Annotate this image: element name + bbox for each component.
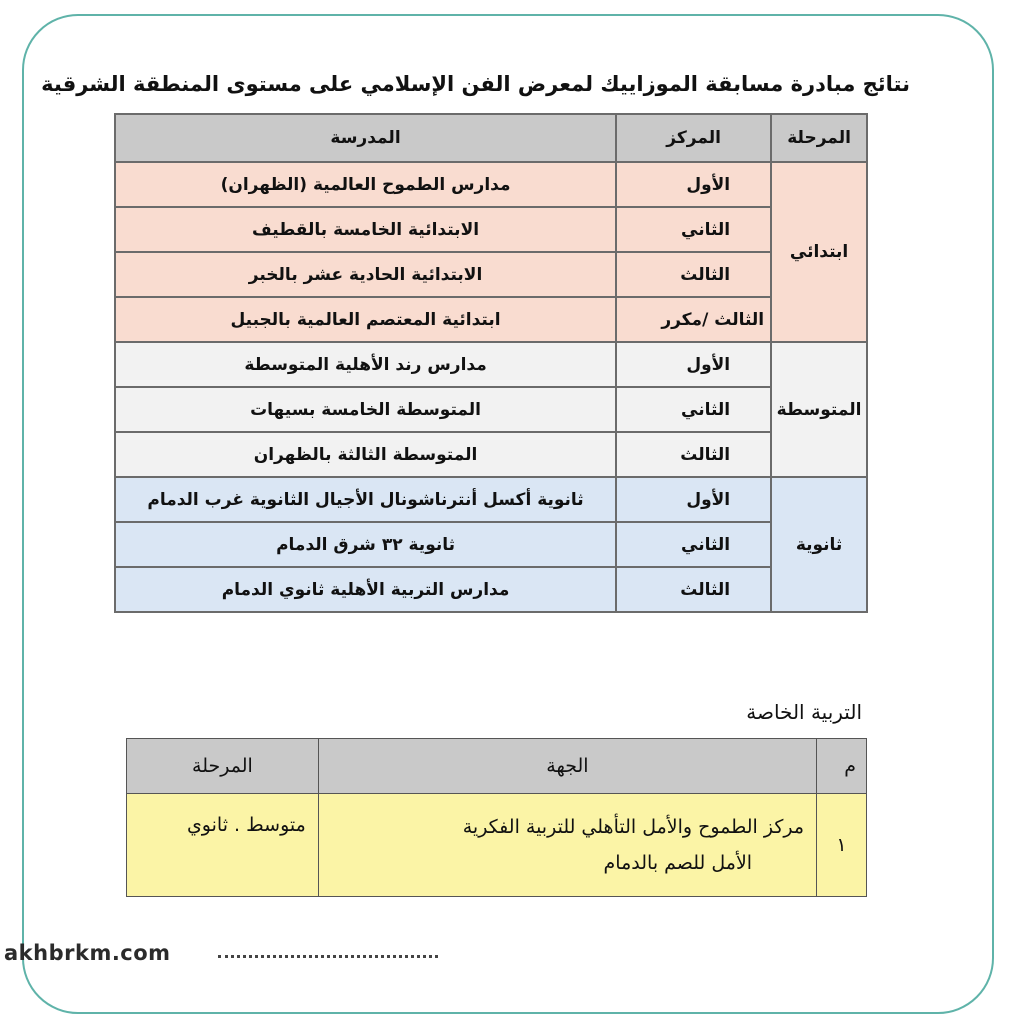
row-number: ١ bbox=[817, 794, 867, 897]
rank-cell: الثاني bbox=[616, 522, 771, 567]
school-cell: مدارس رند الأهلية المتوسطة bbox=[115, 342, 616, 387]
party-line-1: مركز الطموح والأمل التأهلي للتربية الفكرية bbox=[462, 816, 805, 838]
stage-cell-primary: ابتدائي bbox=[771, 162, 867, 342]
table-row bbox=[115, 252, 867, 297]
rank-cell: الأول bbox=[616, 477, 771, 522]
school-cell: الابتدائية الحادية عشر بالخبر bbox=[115, 252, 616, 297]
table-row bbox=[115, 477, 867, 522]
rank-cell: الثاني bbox=[616, 387, 771, 432]
rank-cell: الثاني bbox=[616, 207, 771, 252]
school-cell: المتوسطة الخامسة بسيهات bbox=[115, 387, 616, 432]
school-cell: الابتدائية الخامسة بالقطيف bbox=[115, 207, 616, 252]
stage-cell: متوسط . ثانوي bbox=[127, 794, 319, 897]
results-table bbox=[114, 113, 868, 613]
school-cell: ثانوية أكسل أنترناشونال الأجيال الثانوية غرب الدمام bbox=[115, 477, 616, 522]
header-rank: المركز bbox=[616, 114, 771, 162]
cut-off-text-line bbox=[218, 955, 438, 968]
rank-cell: الأول bbox=[616, 162, 771, 207]
table-row bbox=[127, 794, 867, 897]
table-row bbox=[115, 207, 867, 252]
school-cell: ثانوية ٣٢ شرق الدمام bbox=[115, 522, 616, 567]
header-stage: المرحلة bbox=[771, 114, 867, 162]
table-row bbox=[115, 522, 867, 567]
table-row bbox=[115, 432, 867, 477]
results-header-row bbox=[115, 114, 867, 162]
stage-cell-middle: المتوسطة bbox=[771, 342, 867, 477]
rank-cell: الثالث /مكرر bbox=[616, 297, 771, 342]
special-education-table bbox=[126, 738, 867, 897]
rank-cell: الأول bbox=[616, 342, 771, 387]
watermark: akhbrkm.com bbox=[4, 941, 171, 965]
page-title: نتائج مبادرة مسابقة الموزاييك لمعرض الفن الإسلامي على مستوى المنطقة الشرقية bbox=[41, 72, 910, 96]
rank-cell: الثالث bbox=[616, 252, 771, 297]
table-row bbox=[115, 162, 867, 207]
school-cell: مدارس الطموح العالمية (الظهران) bbox=[115, 162, 616, 207]
header-school: المدرسة bbox=[115, 114, 616, 162]
stage-cell-secondary: ثانوية bbox=[771, 477, 867, 612]
table-row bbox=[115, 342, 867, 387]
party-cell bbox=[318, 794, 816, 897]
school-cell: مدارس التربية الأهلية ثانوي الدمام bbox=[115, 567, 616, 612]
table-row bbox=[115, 297, 867, 342]
special-header-row bbox=[127, 739, 867, 794]
table-row bbox=[115, 567, 867, 612]
rank-cell: الثالث bbox=[616, 567, 771, 612]
rank-cell: الثالث bbox=[616, 432, 771, 477]
header-stage-special: المرحلة bbox=[127, 739, 319, 794]
special-education-title: التربية الخاصة bbox=[746, 700, 862, 724]
school-cell: المتوسطة الثالثة بالظهران bbox=[115, 432, 616, 477]
header-party: الجهة bbox=[318, 739, 816, 794]
school-cell: ابتدائية المعتصم العالمية بالجبيل bbox=[115, 297, 616, 342]
table-row bbox=[115, 387, 867, 432]
header-m: م bbox=[817, 739, 867, 794]
party-line-2: الأمل للصم بالدمام bbox=[603, 852, 753, 874]
